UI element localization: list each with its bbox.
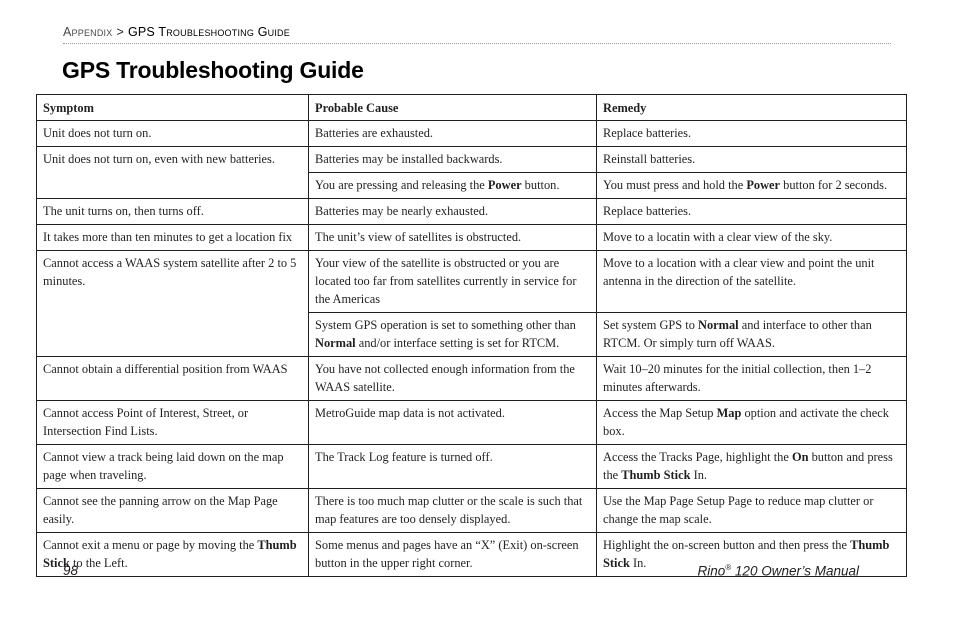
header-symptom: Symptom — [37, 95, 309, 121]
header-probable-cause: Probable Cause — [309, 95, 597, 121]
manual-name: 120 Owner’s Manual — [731, 563, 859, 579]
remedy-cell: Access the Tracks Page, highlight the On button and press the Thumb Stick In. — [597, 445, 907, 489]
symptom-cell: Cannot obtain a differential position from WAAS — [37, 357, 309, 401]
cause-cell: Batteries may be installed backwards. — [309, 147, 597, 173]
symptom-cell: Cannot see the panning arrow on the Map Page easily. — [37, 489, 309, 533]
table-row — [37, 445, 907, 489]
registered-mark: ® — [725, 563, 732, 572]
remedy-cell: Wait 10–20 minutes for the initial collection, then 1–2 minutes afterwards. — [597, 357, 907, 401]
remedy-cell: Highlight the on-screen button and then press the Thumb Stick In. — [597, 533, 907, 577]
troubleshooting-table — [36, 94, 907, 577]
remedy-cell: Access the Map Setup Map option and activate the check box. — [597, 401, 907, 445]
table-row — [37, 401, 907, 445]
symptom-cell: Cannot view a track being laid down on the map page when traveling. — [37, 445, 309, 489]
breadcrumb-current: GPS Troubleshooting Guide — [127, 25, 290, 39]
symptom-cell: Cannot access Point of Interest, Street, or Intersection Find Lists. — [37, 401, 309, 445]
cause-cell: There is too much map clutter or the scale is such that map features are too densely displayed. — [309, 489, 597, 533]
page-title: GPS Troubleshooting Guide — [62, 57, 364, 83]
cause-cell: Your view of the satellite is obstructed or you are located too far from satellites currently in service for the Americas — [309, 251, 597, 313]
cause-cell: The unit’s view of satellites is obstructed. — [309, 225, 597, 251]
breadcrumb-separator: > — [116, 25, 124, 39]
table-row — [37, 251, 907, 313]
cause-cell: MetroGuide map data is not activated. — [309, 401, 597, 445]
symptom-cell: Cannot access a WAAS system satellite after 2 to 5 minutes. — [37, 251, 309, 357]
table-row — [37, 357, 907, 401]
cause-cell: Batteries may be nearly exhausted. — [309, 199, 597, 225]
remedy-cell: Reinstall batteries. — [597, 147, 907, 173]
symptom-cell: Cannot exit a menu or page by moving the Thumb Stick to the Left. — [37, 533, 309, 577]
cause-cell: Batteries are exhausted. — [309, 121, 597, 147]
remedy-cell: Move to a locatin with a clear view of the sky. — [597, 225, 907, 251]
table-header-row — [37, 95, 907, 121]
header-divider — [63, 43, 891, 44]
product-name: Rino — [697, 563, 726, 579]
symptom-cell: The unit turns on, then turns off. — [37, 199, 309, 225]
remedy-cell: Replace batteries. — [597, 199, 907, 225]
table-row — [37, 147, 907, 173]
table-row — [37, 489, 907, 533]
remedy-cell: You must press and hold the Power button for 2 seconds. — [597, 173, 907, 199]
symptom-cell: It takes more than ten minutes to get a location fix — [37, 225, 309, 251]
breadcrumb-parent[interactable]: Appendix — [63, 25, 113, 39]
cause-cell: Some menus and pages have an “X” (Exit) on-screen button in the upper right corner. — [309, 533, 597, 577]
cause-cell: System GPS operation is set to something other than Normal and/or interface setting is set for RTCM. — [309, 313, 597, 357]
cause-cell: The Track Log feature is turned off. — [309, 445, 597, 489]
remedy-cell: Use the Map Page Setup Page to reduce map clutter or change the map scale. — [597, 489, 907, 533]
remedy-cell: Set system GPS to Normal and interface to other than RTCM. Or simply turn off WAAS. — [597, 313, 907, 357]
table-row — [37, 225, 907, 251]
remedy-cell: Move to a location with a clear view and point the unit antenna in the direction of the satellite. — [597, 251, 907, 313]
cause-cell: You have not collected enough information from the WAAS satellite. — [309, 357, 597, 401]
page-number: 98 — [63, 563, 79, 578]
remedy-cell: Replace batteries. — [597, 121, 907, 147]
cause-cell: You are pressing and releasing the Power button. — [309, 173, 597, 199]
table-row — [37, 199, 907, 225]
table-row — [37, 121, 907, 147]
header-remedy: Remedy — [597, 95, 907, 121]
breadcrumb — [63, 25, 290, 39]
symptom-cell: Unit does not turn on, even with new batteries. — [37, 147, 309, 199]
symptom-cell: Unit does not turn on. — [37, 121, 309, 147]
manual-title — [698, 563, 860, 579]
